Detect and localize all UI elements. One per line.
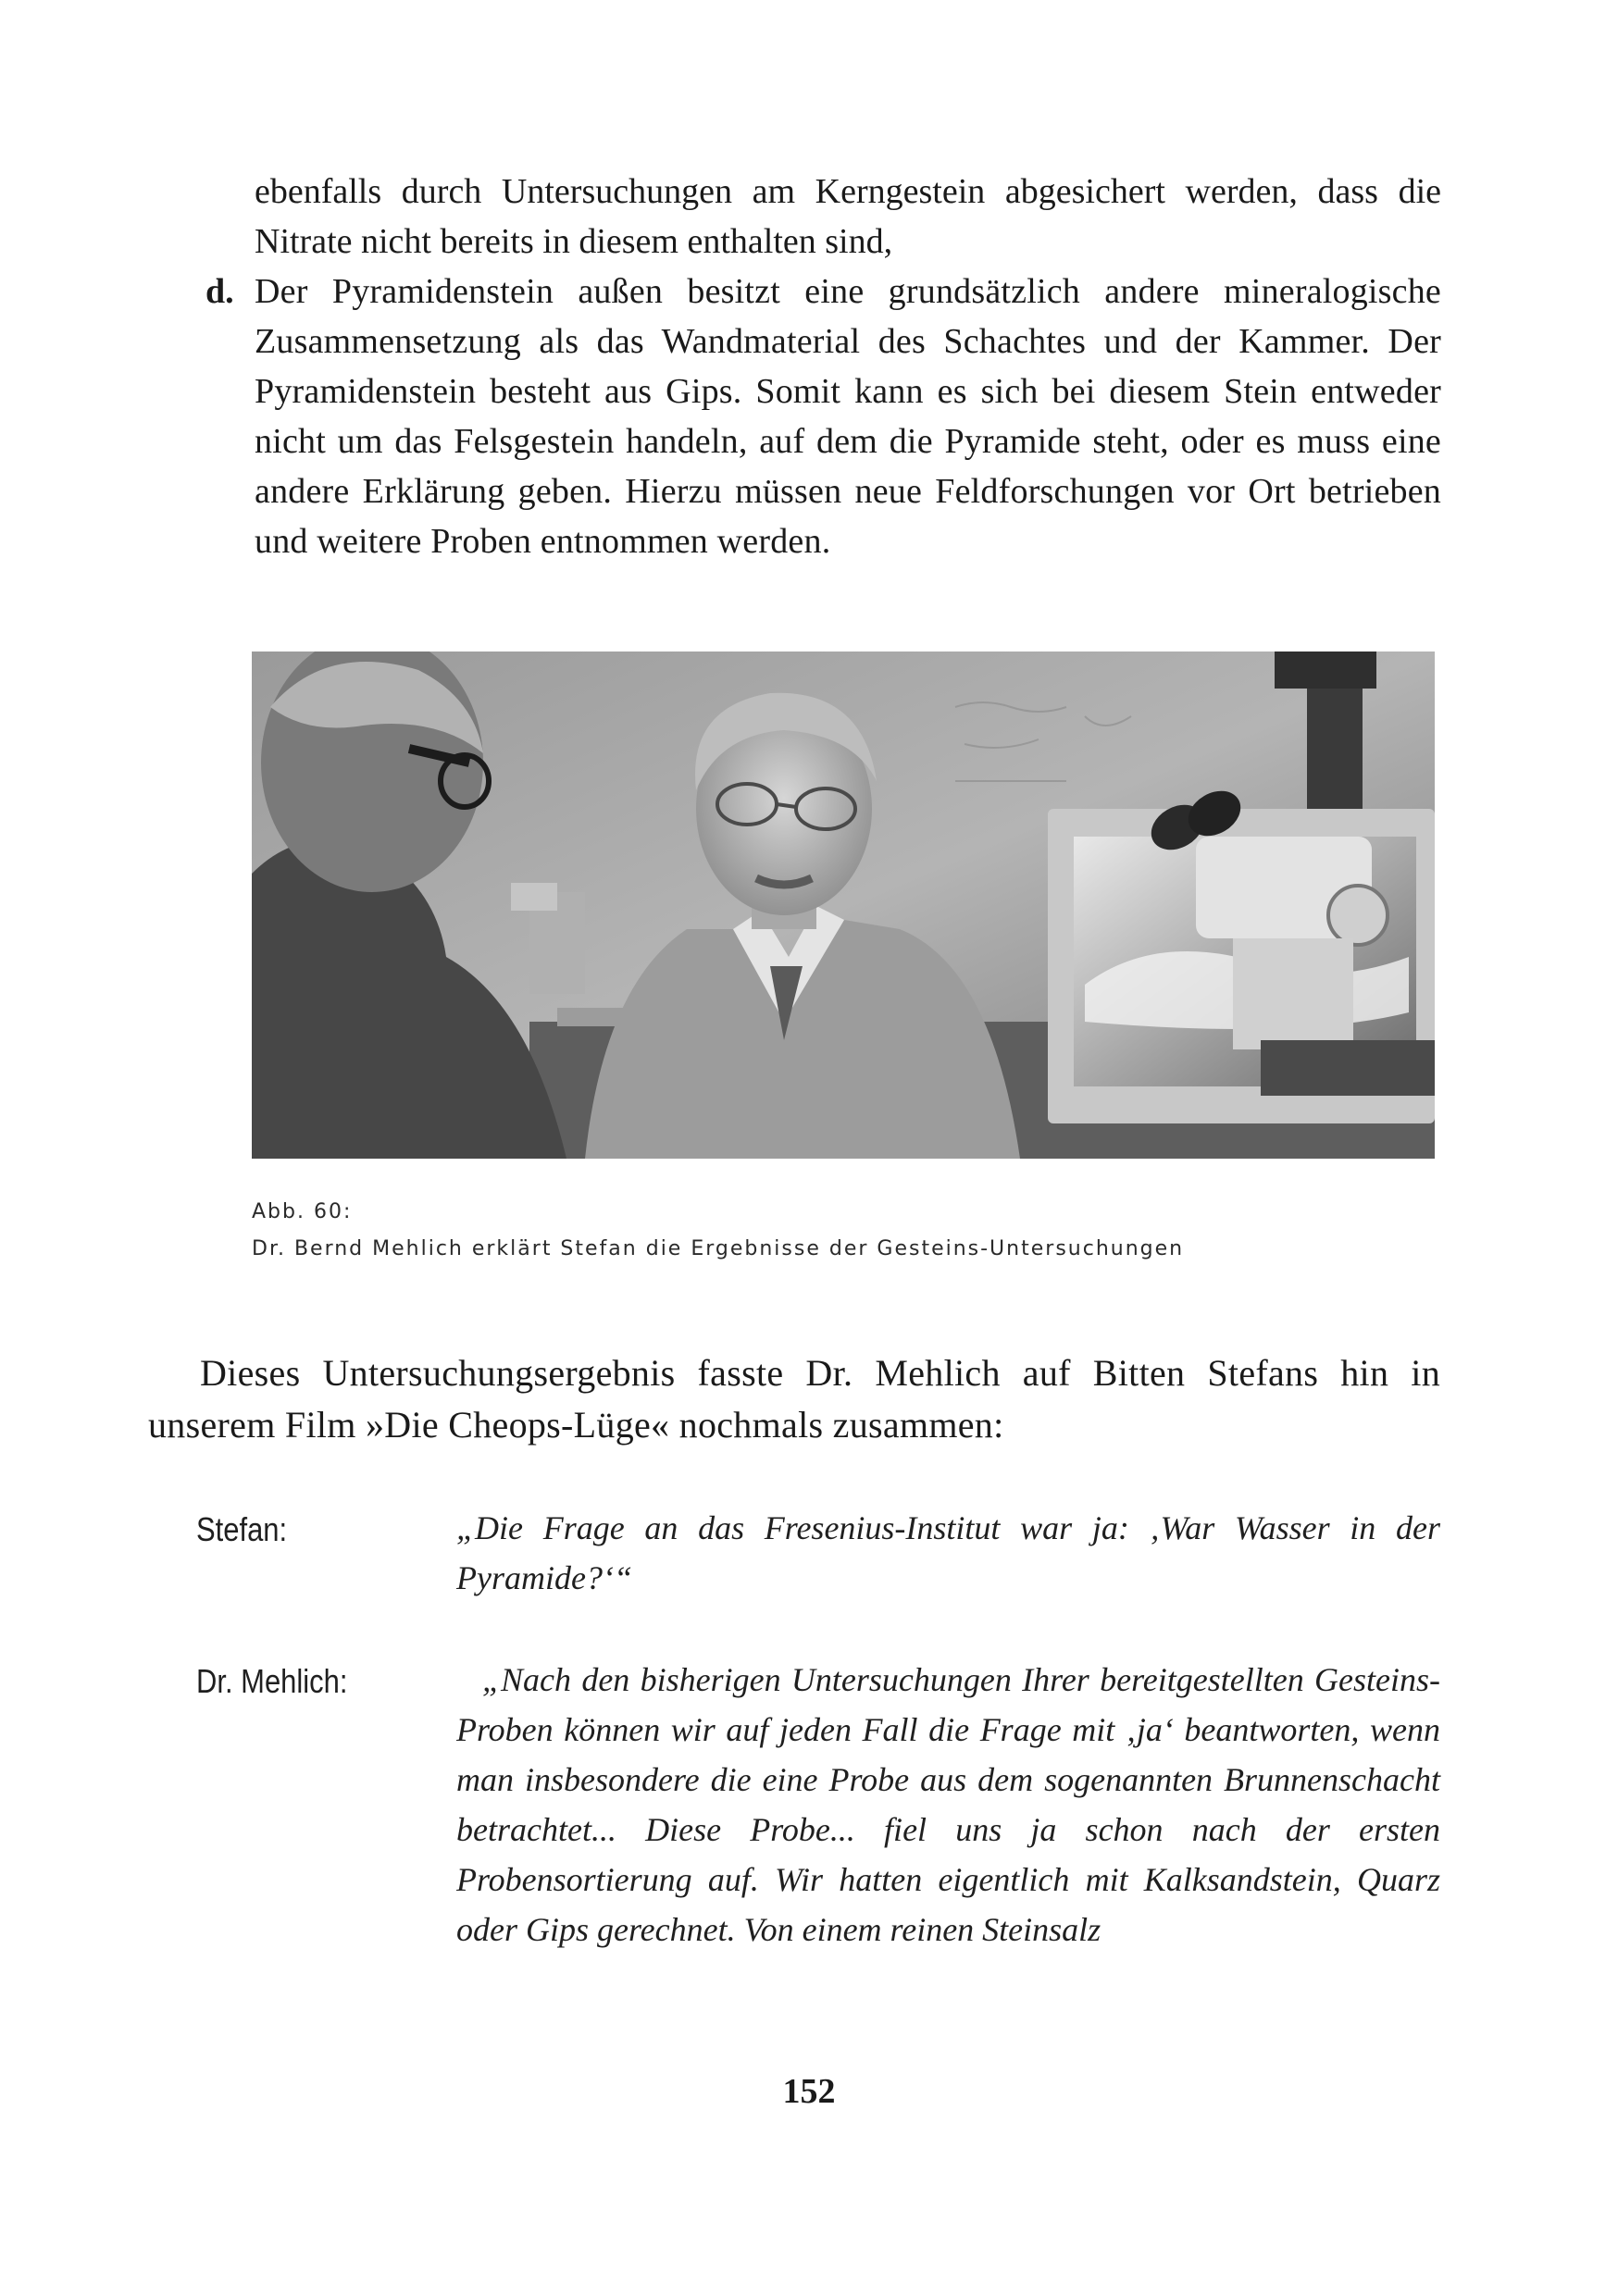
figure-photo [252, 652, 1435, 1159]
figure-caption-text: Dr. Bernd Mehlich erklärt Stefan die Ergebnisse der Gesteins-Untersuchungen [252, 1237, 1185, 1260]
page-number: 152 [782, 2072, 836, 2111]
quote-stefan: „Die Frage an das Fresenius-Institut war ja: ‚War Wasser in der Pyramide?‘“ [456, 1509, 1440, 1596]
speaker-dr-mehlich: Dr. Mehlich: [196, 1662, 348, 1700]
list-item-d-text: Der Pyramidenstein außen besitzt eine grundsätzlich andere mineralogische Zusammensetzung als das Wandmaterial des Schachtes und der Kammer. Der Pyramidenstein besteht aus Gips. Somit kann es sich bei diesem Stein entweder nicht um das Felsgestein handeln, auf dem die Pyramide steht, oder es muss eine andere Erklärung geben. Hierzu müssen neue Feldforschungen vor Ort betrieben und weitere Proben entnommen werden. [255, 272, 1441, 561]
list-item-d-letter: d. [205, 272, 234, 311]
body-paragraph: Dieses Untersuchungsergebnis fasste Dr. Mehlich auf Bitten Stefans hin in unserem Film »Die Cheops-Lüge« nochmals zusammen: [148, 1352, 1440, 1446]
speaker-stefan: Stefan: [196, 1510, 288, 1548]
figure-label: Abb. 60: [252, 1200, 353, 1223]
figure-caption [252, 1194, 1184, 1268]
list-item-c-continuation: ebenfalls durch Untersuchungen am Kerngestein abgesichert werden, dass die Nitrate nicht bereits in diesem enthalten sind, [255, 172, 1441, 261]
quote-dr-mehlich: „Nach den bisherigen Untersuchungen Ihrer bereitgestellten Gesteins-Proben können wir auf jeden Fall die Frage mit ‚ja‘ beantworten, wenn man insbesondere die eine Probe aus dem sogenannten Brunnenschacht betrachtet... Diese Probe... fiel uns ja schon nach der ersten Probensortierung auf. Wir hatten eigentlich mit Kalksandstein, Quarz oder Gips gerechnet. Von einem reinen Steinsalz [456, 1661, 1440, 1948]
list-item-d [205, 267, 1441, 566]
